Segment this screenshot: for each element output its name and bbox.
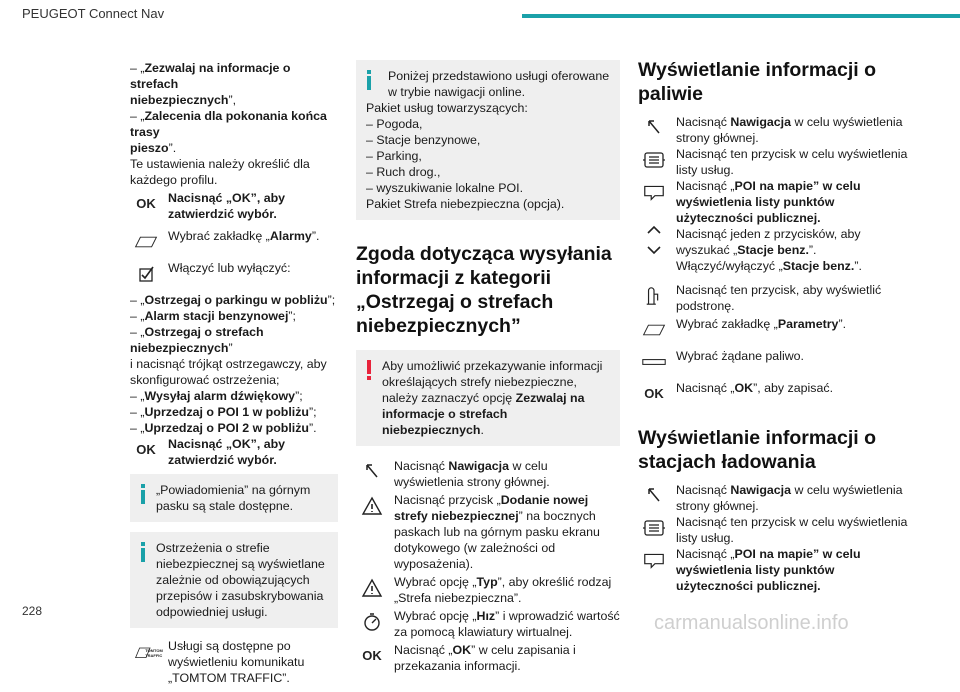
tab-icon	[638, 319, 670, 341]
option-line: – „Uprzedzaj o POI 1 w pobliżu”;	[130, 405, 317, 419]
option-line: – „Ostrzegaj o parkingu w pobliżu”;	[130, 293, 336, 307]
column-left	[130, 60, 338, 692]
step-poi: Nacisnąć „POI na mapie” w celu wyświetlenia listy punktów użyteczności publicznej.	[638, 178, 910, 226]
step-parameters-tab: Wybrać zakładkę „Parametry”.	[638, 316, 910, 342]
option-line: – „Ostrzegaj o strefach niebezpiecznych”	[130, 325, 264, 355]
step-danger-zone: Nacisnąć przycisk „Dodanie nowej strefy niebezpiecznej” na bocznych paskach lub na górnym pasku ekranu dotykowego (w zależności od wyposażenia).	[356, 492, 620, 572]
option-line: – „Alarm stacji benzynowej”;	[130, 309, 296, 323]
info-icon	[140, 484, 146, 504]
body-text: i nacisnąć trójkąt ostrzegawczy, aby skonfigurować ostrzeżenia;	[130, 357, 327, 387]
step-services: Nacisnąć ten przycisk w celu wyświetlenia listy usług.	[638, 146, 910, 178]
step-select-tab: Wybrać zakładkę „Alarmy”.	[130, 228, 338, 254]
svg-text:TRAFFIC: TRAFFIC	[145, 652, 163, 658]
info-box: Ostrzeżenia o strefie niebezpiecznej są wyświetlane zależnie od obowiązujących przepisów i zasubskrybowania odpowiedniej usługi.	[130, 532, 338, 628]
speedometer-icon	[356, 611, 388, 633]
step-confirm: OK Nacisnąć „OK”, aby zatwierdzić wybór.	[130, 190, 338, 222]
option-line: – „Zalecenia dla pokonania końca trasy pieszo”.	[130, 109, 327, 155]
ok-icon: OK	[362, 648, 382, 663]
info-icon	[366, 70, 372, 90]
option-line: – „Uprzedzaj o POI 2 w pobliżu”.	[130, 421, 317, 435]
watermark: carmanualsonline.info	[654, 612, 849, 634]
settings-subpage-icon	[638, 285, 670, 307]
info-box: Poniżej przedstawiono usługi oferowane w trybie nawigacji online. Pakiet usług towarzyszących: – Pogoda, – Stacje benzynowe, – Parking, – Ruch drog., – wyszukiwanie lokalne POI. Pakiet Strefa niebezpieczna (opcja).	[356, 60, 620, 220]
section-heading: Wyświetlanie informacji o stacjach ładowania	[638, 427, 877, 473]
svg-text:TOMTOM: TOMTOM	[145, 648, 163, 653]
warning-triangle-icon	[356, 577, 388, 599]
info-box: „Powiadomienia” na górnym pasku są stale dostępne.	[130, 474, 338, 522]
navigation-icon	[356, 461, 388, 483]
body-text: Te ustawienia należy określić dla każdego profilu.	[130, 157, 310, 187]
services-grid-icon	[638, 149, 670, 171]
poi-map-icon	[638, 549, 670, 571]
option-line: – „Wysyłaj alarm dźwiękowy”;	[130, 389, 303, 403]
step-confirm: OK Nacisnąć „OK”, aby zatwierdzić wybór.	[130, 436, 338, 468]
step-poi: Nacisnąć „POI na mapie” w celu wyświetlenia listy punktów użyteczności publicznej.	[638, 546, 910, 594]
poi-map-icon	[638, 181, 670, 203]
step-save: OK Nacisnąć „OK”, aby zapisać.	[638, 380, 910, 406]
step-speed: Wybrać opcję „Hız” i wprowadzić wartość za pomocą klawiatury wirtualnej.	[356, 608, 620, 640]
step-save: OK Nacisnąć „OK” w celu zapisania i przekazania informacji.	[356, 642, 620, 674]
warning-box: Aby umożliwić przekazywanie informacji określających strefy niebezpieczne, należy zaznaczyć opcję Zezwalaj na informacje o strefach niebezpiecznych.	[356, 350, 620, 446]
section-heading: Wyświetlanie informacji o paliwie	[638, 59, 877, 105]
chevron-up-down-icon	[638, 229, 670, 251]
warning-triangle-icon	[356, 495, 388, 517]
navigation-icon	[638, 117, 670, 139]
step-toggle: Włączyć lub wyłączyć:	[130, 260, 338, 286]
step-subpage: Nacisnąć ten przycisk, aby wyświetlić podstronę.	[638, 282, 910, 314]
ok-icon: OK	[136, 442, 156, 457]
warning-icon	[366, 360, 372, 380]
column-middle	[356, 60, 620, 680]
navigation-icon	[638, 485, 670, 507]
section-heading: Zgoda dotycząca wysyłania informacji z kategorii „Ostrzegaj o strefach niebezpiecznych”	[356, 243, 612, 337]
tomtom-traffic-logo	[130, 641, 162, 663]
info-icon	[140, 542, 146, 562]
running-header: PEUGEOT Connect Nav	[22, 6, 165, 21]
option-line: – „Zezwalaj na informacje o strefach niebezpiecznych”,	[130, 61, 291, 107]
step-services: Nacisnąć ten przycisk w celu wyświetlenia listy usług.	[638, 514, 910, 546]
page-number: 228	[22, 604, 43, 618]
services-grid-icon	[638, 517, 670, 539]
checkbox-icon	[130, 263, 162, 285]
step-search-station: Nacisnąć jeden z przycisków, aby wyszukać „Stacje benz.”. Włączyć/wyłączyć „Stacje benz.”.	[638, 226, 910, 274]
step-type: Wybrać opcję „Typ”, aby określić rodzaj „Strefa niebezpieczna”.	[356, 574, 620, 606]
step-navigation: Nacisnąć Nawigacja w celu wyświetlenia strony głównej.	[638, 482, 910, 514]
fuel-bar-icon	[638, 351, 670, 373]
header-accent-bar	[522, 14, 960, 18]
step-navigation: Nacisnąć Nawigacja w celu wyświetlenia strony głównej.	[638, 114, 910, 146]
ok-icon: OK	[136, 196, 156, 211]
tab-icon	[130, 231, 162, 253]
step-tomtom: TOMTOM TRAFFIC Usługi są dostępne po wyświetleniu komunikatu „TOMTOM TRAFFIC”.	[130, 638, 338, 686]
step-navigation: Nacisnąć Nawigacja w celu wyświetlenia strony głównej.	[356, 458, 620, 490]
column-right	[638, 58, 910, 594]
ok-icon: OK	[644, 386, 664, 401]
step-fuel: Wybrać żądane paliwo.	[638, 348, 910, 374]
